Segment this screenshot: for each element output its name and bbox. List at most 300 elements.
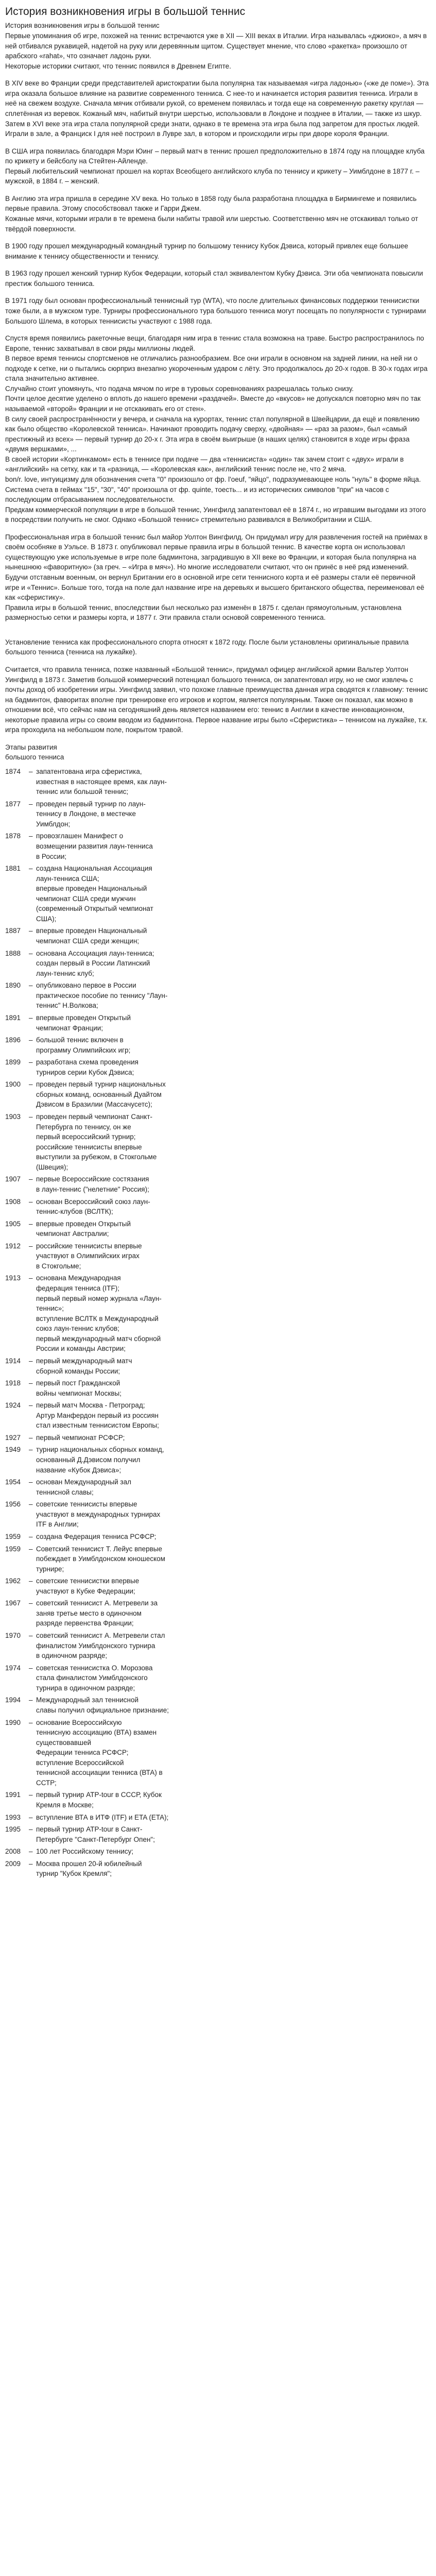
dash-marker <box>29 958 36 969</box>
timeline-item <box>5 1631 431 1661</box>
timeline-text: теннис»; <box>36 1304 64 1313</box>
establishment-section <box>5 637 431 735</box>
timeline-year: 1877 <box>5 800 21 808</box>
dash-marker: – <box>29 832 33 840</box>
timeline-item <box>5 1544 431 1574</box>
timeline-text: основана Ассоциация лаун-тенниса; <box>36 949 154 957</box>
timeline-text: Петербурге "Санкт-Петербург Опен"; <box>36 1835 155 1843</box>
timeline-line <box>29 1812 431 1823</box>
timeline-item <box>5 1112 431 1172</box>
timeline-text: в Стокгольме; <box>36 1262 81 1270</box>
timeline-line <box>29 1174 431 1184</box>
paragraph: В 1900 году прошел международный командный турнир по большому теннису Кубок Дэвиса, который привлек еще большее внимание к теннису общественности и теннису. <box>5 242 408 260</box>
timeline-body <box>29 1663 431 1693</box>
timeline-line <box>29 1499 431 1510</box>
timeline-line <box>29 1207 431 1217</box>
timeline-text: советские теннисисты впервые <box>36 1500 137 1509</box>
timeline-text: в одиночном разряде; <box>36 1652 108 1660</box>
timeline-item <box>5 1598 431 1629</box>
dash-marker <box>29 1519 36 1530</box>
timeline-line <box>29 1564 431 1574</box>
timeline-text: Федерации тенниса РСФСР; <box>36 1749 129 1757</box>
dash-marker <box>29 1001 36 1011</box>
timeline-line <box>29 1099 431 1110</box>
timeline-text: теннису в Лондоне, в местечке <box>36 810 136 818</box>
timeline-text: создана Национальная Ассоциация <box>36 865 152 873</box>
timeline-text: Дэвисом в Бразилии (Массачусетс); <box>36 1100 152 1109</box>
timeline-line <box>29 1023 431 1033</box>
timeline-line <box>29 1738 431 1748</box>
dash-marker <box>29 1608 36 1619</box>
timeline-text: турнир "Кубок Кремля"; <box>36 1870 112 1878</box>
timeline-line <box>29 863 431 874</box>
timeline-line <box>29 1314 431 1324</box>
timeline-item <box>5 1477 431 1497</box>
timeline-line <box>29 1400 431 1411</box>
timeline-item <box>5 1013 431 1033</box>
timeline-body <box>29 1544 431 1574</box>
dash-marker <box>29 1487 36 1498</box>
timeline-text: Международный зал теннисной <box>36 1696 138 1704</box>
timeline-year: 1990 <box>5 1718 21 1726</box>
timeline-body <box>29 1112 431 1172</box>
timeline-item <box>5 1273 431 1354</box>
dash-marker <box>29 1090 36 1100</box>
timeline-text: выступили за рубежом, в Стокгольме <box>36 1153 157 1161</box>
dash-marker: – <box>29 1859 33 1868</box>
dash-marker: – <box>29 1632 33 1639</box>
timeline-line <box>29 1411 431 1421</box>
paragraph: В 1963 году прошел женский турнир Кубок Федерации, который стал эквивалентом Кубку Дэвиса. Эти оба чемпионата повысили престиж большого тенниса. <box>5 269 423 287</box>
timeline-text: Москва прошел 20-й юбилейный <box>36 1859 142 1868</box>
dash-marker <box>29 1122 36 1132</box>
timeline-text: (Швеция); <box>36 1163 68 1171</box>
timeline-line <box>29 1283 431 1294</box>
timeline-line <box>29 1554 431 1564</box>
dash-marker: – <box>29 1500 33 1509</box>
dash-marker <box>29 1184 36 1195</box>
timeline-text: стал известным теннисистом Европы; <box>36 1421 159 1430</box>
dash-marker: – <box>29 800 33 808</box>
dash-marker: – <box>29 1357 33 1365</box>
timeline-line <box>29 1519 431 1530</box>
dash-marker <box>29 1294 36 1304</box>
timeline-text: ITF в Англии; <box>36 1520 79 1529</box>
timeline-body <box>29 1035 431 1055</box>
timeline-line <box>29 1184 431 1195</box>
timeline-text: проведен первый турнир по лаун- <box>36 800 146 808</box>
dash-marker <box>29 1554 36 1564</box>
timeline-line <box>29 1378 431 1388</box>
dash-marker: – <box>29 1080 33 1089</box>
timeline-year: 1913 <box>5 1274 21 1282</box>
timeline-item <box>5 1859 431 1879</box>
timeline-text: теннис-клубов (ВСЛТК); <box>36 1208 113 1216</box>
timeline-text: России и команды Австрии; <box>36 1345 126 1353</box>
timeline-line <box>29 1344 431 1354</box>
timeline-line <box>29 904 431 914</box>
timeline-text: заняв третье место в одиночном <box>36 1609 142 1617</box>
timeline-line <box>29 1477 431 1487</box>
timeline-text: в лаун-теннис ("нелетние" Россия); <box>36 1185 149 1193</box>
timeline-line <box>29 1303 431 1314</box>
timeline-list <box>5 767 431 1879</box>
timeline-text: сборной команды России; <box>36 1367 120 1375</box>
timeline-body <box>29 1477 431 1497</box>
dash-marker: – <box>29 1175 33 1183</box>
timeline-line <box>29 1800 431 1810</box>
timeline-body <box>29 1400 431 1431</box>
timeline-line <box>29 1673 431 1683</box>
timeline-text: первый чемпионат РСФСР; <box>36 1433 125 1442</box>
timeline-line <box>29 1294 431 1304</box>
timeline-year: 1888 <box>5 949 21 957</box>
timeline-line <box>29 1152 431 1162</box>
timeline-body <box>29 1812 431 1823</box>
dash-marker <box>29 1067 36 1078</box>
timeline-text: (современный Открытый чемпионат <box>36 905 153 913</box>
dash-marker <box>29 1045 36 1056</box>
timeline-line <box>29 1758 431 1768</box>
timeline-line <box>29 1608 431 1619</box>
dash-marker <box>29 1465 36 1476</box>
dash-marker: – <box>29 865 33 873</box>
timeline-line <box>29 1510 431 1520</box>
dash-marker: – <box>29 1545 33 1553</box>
dash-marker <box>29 1411 36 1421</box>
timeline-line <box>29 1618 431 1629</box>
timeline-text: впервые проведен Национальный <box>36 885 147 893</box>
dash-marker <box>29 1229 36 1239</box>
timeline-year: 1956 <box>5 1500 21 1509</box>
timeline-text: разработана схема проведения <box>36 1058 138 1066</box>
dash-marker: – <box>29 1036 33 1044</box>
intro-section <box>5 21 431 524</box>
paragraph: В Англию эта игра пришла в середине XV века. Но только в 1858 году была разработана площадка в Бирмингеме и появились первые правила. Этому способствовал также и Гарри Джем. Кожаные мячи, которыми играли в те времена были набиты травой или шерстью. Соответственно мяч не отскакивал только от твёрдой поверхности. <box>5 194 418 233</box>
timeline-line <box>29 1768 431 1778</box>
timeline-text: побеждает в Уимблдонском юношеском <box>36 1555 165 1563</box>
timeline-line <box>29 1067 431 1078</box>
dash-marker: – <box>29 1599 33 1607</box>
timeline-item <box>5 1356 431 1376</box>
timeline-body <box>29 1057 431 1077</box>
dash-marker <box>29 1586 36 1597</box>
timeline-line <box>29 926 431 936</box>
timeline-line <box>29 1683 431 1693</box>
timeline-item <box>5 1400 431 1431</box>
dash-marker <box>29 894 36 904</box>
timeline-text: впервые проведен Открытый <box>36 1219 131 1228</box>
timeline-line <box>29 1045 431 1056</box>
timeline-text: большой теннис включен в <box>36 1036 124 1044</box>
timeline-item <box>5 1790 431 1810</box>
timeline-line <box>29 819 431 829</box>
dash-marker <box>29 1564 36 1574</box>
timeline-text: запатентована игра сферистика, <box>36 768 142 775</box>
timeline-text: первый турнир ATP-tour в СССР, Кубок <box>36 1791 162 1799</box>
timeline-text: впервые проведен Открытый <box>36 1013 131 1022</box>
dash-marker <box>29 1748 36 1758</box>
timeline-text: стала финалистом Уимблдонского <box>36 1674 148 1682</box>
timeline-line <box>29 777 431 787</box>
timeline-text: ССТР; <box>36 1778 57 1787</box>
timeline-item <box>5 863 431 924</box>
timeline-text: советский теннисист А. Метревели стал <box>36 1632 165 1639</box>
timeline-body <box>29 926 431 946</box>
timeline-text: советская теннисистка О. Морозова <box>36 1664 153 1672</box>
dash-marker: – <box>29 1013 33 1022</box>
timeline-year: 1994 <box>5 1696 21 1704</box>
timeline-year: 1995 <box>5 1825 21 1834</box>
timeline-body <box>29 1695 431 1715</box>
dash-marker <box>29 1683 36 1693</box>
dash-marker <box>29 1324 36 1334</box>
timeline-item <box>5 1035 431 1055</box>
timeline-line <box>29 948 431 959</box>
timeline-text: в России; <box>36 852 67 860</box>
dash-marker <box>29 1132 36 1142</box>
timeline-text: создан первый в России Латинский <box>36 959 150 968</box>
dash-marker <box>29 1314 36 1324</box>
timeline-line <box>29 1859 431 1869</box>
timeline-text: теннисную ассоциацию (ВТА) взамен <box>36 1728 157 1737</box>
dash-marker: – <box>29 949 33 957</box>
paragraph: Спустя время появились ракеточные вещи, благодаря ним игра в теннис стала возможна на траве. Быстро распространилось по Европе, теннис захватывал в свои ряды миллионы людей. В первое время теннисы спортсменов не отличались разнообразием. Все они играли в основном на задней линии, на ней ни о подходе к сетке, ни о пытались сюрприз внезапно укороченным ударом с лёту. Это продолжалось до 20-х годов. В 30-х годах игра стала значительно активнее. Случайно стоит упомянуть, что подача мячом по игре в туровых соревнованиях разрешалась только снизу. Почти целое десятие уделено о вплоть до нашего времени «раздачей». Вместе до «вкусов» не допускался повторно мяч по так называемой «второй» Франции и не отскакивать его от стен». В силу своей распространённости у вечера, и сначала на курортах, теннис стал популярной в Швейцарии, да ещё и появлению как было общество «Королевской тенниса». Начинают проводить подачу сверху, «двойная» — «раз за разом», был «самый престижный из всех» — первый турнир до 20-х г. Эта игра в своём выигрыше (в наших целях) становится в ходе игры фраза «двумя вершками», ... В своей истории «Кортинкамом» есть в теннисе при подаче — два «теннисиста» «один» так зачем стоит с «двух» играли в «английский» на сетку, как и та «разница, — «Королевская как», английский теннис после не, что 2 мяча. bon/r. love, интуицизму для обозначения счета "0" произошло от фр. l'oeuf, "яйцо", подразумевающее ноль "нуль" в форме яйца. Система счета в геймах "15", "30", "40" произошла от фр. quinte, тоесть... и из исторических символов "при" на часов с последующим отбрасыванием последовательности. Предкам коммерческой популяции в игре в большой теннис, Уингфилд запатентовал её в 1874 г., но игравшим выгодами из этого в посредствии получить не смог. Однако «Большой теннис» стремительно развивался в Великобритании и США. <box>5 334 428 524</box>
timeline-item <box>5 1057 431 1077</box>
timeline-item <box>5 1824 431 1844</box>
timeline-year: 1914 <box>5 1357 21 1365</box>
timeline-line <box>29 1778 431 1788</box>
dash-marker <box>29 1869 36 1879</box>
dash-marker <box>29 852 36 862</box>
timeline-year: 1912 <box>5 1242 21 1250</box>
dash-marker <box>29 1738 36 1748</box>
timeline-text: возмещении развития лаун-тенниса <box>36 842 153 850</box>
timeline-text: первый международный матч сборной <box>36 1334 161 1343</box>
timeline-line <box>29 1356 431 1366</box>
timeline-text: основанный Д.Дэвисом получил <box>36 1456 141 1464</box>
timeline-year: 1874 <box>5 768 21 775</box>
dash-marker: – <box>29 768 33 775</box>
timeline-text: провозглашен Манифест о <box>36 832 124 840</box>
timeline-line <box>29 1251 431 1261</box>
timeline-line <box>29 874 431 884</box>
dash-marker <box>29 1344 36 1354</box>
dash-marker <box>29 1420 36 1431</box>
timeline-year: 1903 <box>5 1113 21 1121</box>
timeline-text: основан Всероссийский союз лаун- <box>36 1197 150 1206</box>
timeline-line <box>29 1869 431 1879</box>
dash-marker <box>29 841 36 852</box>
timeline-line <box>29 1651 431 1661</box>
timeline-line <box>29 831 431 841</box>
timeline-text: первый турнир ATP-tour в Санкт- <box>36 1825 143 1834</box>
timeline-year: 1924 <box>5 1401 21 1410</box>
timeline-text: участвуют в международных турнирах <box>36 1510 161 1518</box>
timeline-line <box>29 1388 431 1399</box>
dash-marker <box>29 777 36 787</box>
timeline-line <box>29 1705 431 1716</box>
timeline-body <box>29 1631 431 1661</box>
timeline-text: известная в настоящее время, как лаун- <box>36 777 167 786</box>
timeline-item <box>5 1718 431 1788</box>
timeline-line <box>29 1445 431 1455</box>
timeline-year: 1967 <box>5 1599 21 1607</box>
dash-marker <box>29 1727 36 1738</box>
dash-marker <box>29 1641 36 1651</box>
timeline-text: чемпионат Австралии; <box>36 1230 109 1238</box>
timeline-line <box>29 1261 431 1272</box>
timeline-text: первые Всероссийские состязания <box>36 1175 149 1183</box>
timeline-text: чемпионат США среди женщин; <box>36 937 139 945</box>
timeline-item <box>5 1241 431 1272</box>
timeline-item <box>5 767 431 797</box>
timeline-line <box>29 894 431 904</box>
timeline-heading: Этапы развития большого тенниса <box>5 743 64 761</box>
dash-marker <box>29 1261 36 1272</box>
timeline-line <box>29 1001 431 1011</box>
timeline-year: 1899 <box>5 1058 21 1066</box>
timeline-line <box>29 1420 431 1431</box>
timeline-year: 2009 <box>5 1859 21 1868</box>
timeline-line <box>29 1142 431 1153</box>
timeline-text: основание Всероссийскую <box>36 1718 122 1726</box>
timeline-line <box>29 1727 431 1738</box>
dash-marker <box>29 787 36 797</box>
timeline-year: 1927 <box>5 1433 21 1442</box>
timeline-text: первый пост Гражданской <box>36 1379 120 1387</box>
timeline-body <box>29 980 431 1011</box>
dash-marker <box>29 1510 36 1520</box>
dash-marker: – <box>29 1478 33 1486</box>
timeline-text: турниров серии Кубок Дэвиса; <box>36 1068 134 1076</box>
dash-marker <box>29 1207 36 1217</box>
dash-marker <box>29 1758 36 1768</box>
timeline-text: первый матч Москва - Петроград; <box>36 1401 145 1410</box>
timeline-line <box>29 1090 431 1100</box>
timeline-item <box>5 980 431 1011</box>
timeline-year: 1918 <box>5 1379 21 1387</box>
timeline-text: турнира в одиночном разряде; <box>36 1684 135 1692</box>
timeline-year: 1962 <box>5 1577 21 1585</box>
timeline-year: 1896 <box>5 1036 21 1044</box>
timeline-line <box>29 969 431 979</box>
timeline-line <box>29 1162 431 1173</box>
timeline-body <box>29 1013 431 1033</box>
timeline-line <box>29 1576 431 1586</box>
timeline-line <box>29 1532 431 1542</box>
paragraph: В США игра появилась благодаря Мэри Юинг – первый матч в теннис прошел предположительно в 1874 году на площадке клуба по крикету и бейсболу на Стейтен-Айленде. Первый любительский чемпионат прошел на кортах Всеобщего английского клуба по теннису и крикету – Уимблдоне в 1877 г. – мужской, в 1884 г. – женский. <box>5 147 425 185</box>
timeline-body <box>29 1859 431 1879</box>
timeline-text: вступление ВСЛТК в Международный <box>36 1314 159 1323</box>
timeline-text: основана Международная <box>36 1274 121 1282</box>
timeline-body <box>29 831 431 861</box>
timeline-text: теннисной ассоциации тенниса (ВТА) в <box>36 1769 163 1777</box>
timeline-line <box>29 1324 431 1334</box>
timeline-text: первый всероссийский турнир; <box>36 1133 136 1141</box>
timeline-line <box>29 767 431 777</box>
timeline-text: турнир национальных сборных команд, <box>36 1446 164 1454</box>
timeline-text: проведен первый турнир национальных <box>36 1080 166 1089</box>
timeline-line <box>29 1718 431 1728</box>
timeline-text: чемпионат Франции; <box>36 1024 103 1032</box>
timeline-item <box>5 1378 431 1398</box>
timeline-text: проведен первый чемпионат Санкт- <box>36 1113 153 1121</box>
timeline-line <box>29 1197 431 1207</box>
timeline-line <box>29 1132 431 1142</box>
paragraph: В 1971 году был основан профессиональный теннисный тур (WTA), что после длительных финансовых поддержки теннисистки тоже были, а в мужском туре. Турниры профессионального тура большого тенниса могут посещать по популярности с турнирами Большого Шлема, в которых теннисисты участвуют с 1988 года. <box>5 297 426 325</box>
dash-marker: – <box>29 1532 33 1540</box>
timeline-text: участвуют в Кубке Федерации; <box>36 1587 135 1595</box>
timeline-text: советские теннисистки впервые <box>36 1577 139 1585</box>
timeline-item <box>5 1695 431 1715</box>
timeline-year: 1993 <box>5 1813 21 1821</box>
timeline-item <box>5 799 431 829</box>
timeline-item <box>5 1219 431 1239</box>
timeline-text: турнире; <box>36 1565 64 1573</box>
dash-marker: – <box>29 1219 33 1228</box>
dash-marker <box>29 1162 36 1173</box>
dash-marker <box>29 1142 36 1153</box>
timeline-text: участвуют в Олимпийских играх <box>36 1252 139 1260</box>
timeline-body <box>29 1197 431 1217</box>
timeline-line <box>29 1219 431 1229</box>
timeline-line <box>29 809 431 819</box>
dash-marker <box>29 1835 36 1845</box>
timeline-line <box>29 936 431 946</box>
timeline-text: Кремля в Москве; <box>36 1801 94 1809</box>
dash-marker <box>29 936 36 946</box>
timeline-text: российские теннисисты впервые <box>36 1242 142 1250</box>
timeline-line <box>29 1122 431 1132</box>
timeline-body <box>29 1846 431 1857</box>
timeline-line <box>29 841 431 852</box>
dash-marker: – <box>29 1113 33 1121</box>
timeline-item <box>5 1174 431 1194</box>
timeline-line <box>29 914 431 924</box>
page-title: История возникновения игры в большой теннис <box>5 6 246 18</box>
dash-marker: – <box>29 1401 33 1410</box>
timeline-text: федерация тенниса (ITF); <box>36 1284 120 1292</box>
dash-marker: – <box>29 1242 33 1250</box>
dash-marker <box>29 1366 36 1377</box>
timeline-body <box>29 1174 431 1194</box>
dash-marker <box>29 1251 36 1261</box>
timeline-text: союз лаун-теннис клубов; <box>36 1325 119 1333</box>
timeline-body <box>29 1079 431 1110</box>
timeline-body <box>29 1219 431 1239</box>
timeline-line <box>29 980 431 991</box>
timeline-line <box>29 1455 431 1465</box>
dash-marker <box>29 874 36 884</box>
timeline-text: российские теннисисты впервые <box>36 1143 142 1151</box>
dash-marker: – <box>29 981 33 990</box>
timeline-line <box>29 1241 431 1251</box>
dash-marker: – <box>29 1577 33 1585</box>
timeline-text: Артур Манфердон первый из россиян <box>36 1411 159 1419</box>
timeline-text: разряде первенства Франции; <box>36 1619 134 1628</box>
timeline-text: название «Кубок Дэвиса»; <box>36 1466 121 1474</box>
timeline-year: 1970 <box>5 1632 21 1639</box>
timeline-body <box>29 1356 431 1376</box>
timeline-line <box>29 1035 431 1045</box>
timeline-text: первый международный матч <box>36 1357 132 1365</box>
paragraph: Профессиональная игра в большой теннис был майор Уолтон Вингфилд. Он придумал игру для развлечения гостей на приёмах в своём особняке в Уэльсе. В 1873 г. опубликовал первые правила игры в большой теннис. В качестве корта он использовал существующую уже используемые в игре поле бадминтона, заградившую в XII веке во Франции, и которая была популярна на нынешнюю «фаворитную» (за греч. – «Игра в мяч»). Но многие исследователи считают, что он принёс в неё ряд изменений. Будучи отставным военным, он вернул Британии его в основной игре сети теннисного корта и её размеры стали её первичной игре и «Теннис». Больше того, тогда на поле дал название игре на деревьях и высшего британского общества, переименовал её как «сферистику». Правила игры в большой теннис, впоследствии был несколько раз изменён в 1875 г. сделан прямоугольным, установлена размерностью сетки и размеры корта, и 1877 г. Эти правила стали основой современного тенниса. <box>5 533 428 622</box>
dash-marker: – <box>29 1696 33 1704</box>
timeline-body <box>29 1532 431 1542</box>
dash-marker <box>29 1455 36 1465</box>
timeline-text: славы получил официальное признание; <box>36 1706 169 1714</box>
